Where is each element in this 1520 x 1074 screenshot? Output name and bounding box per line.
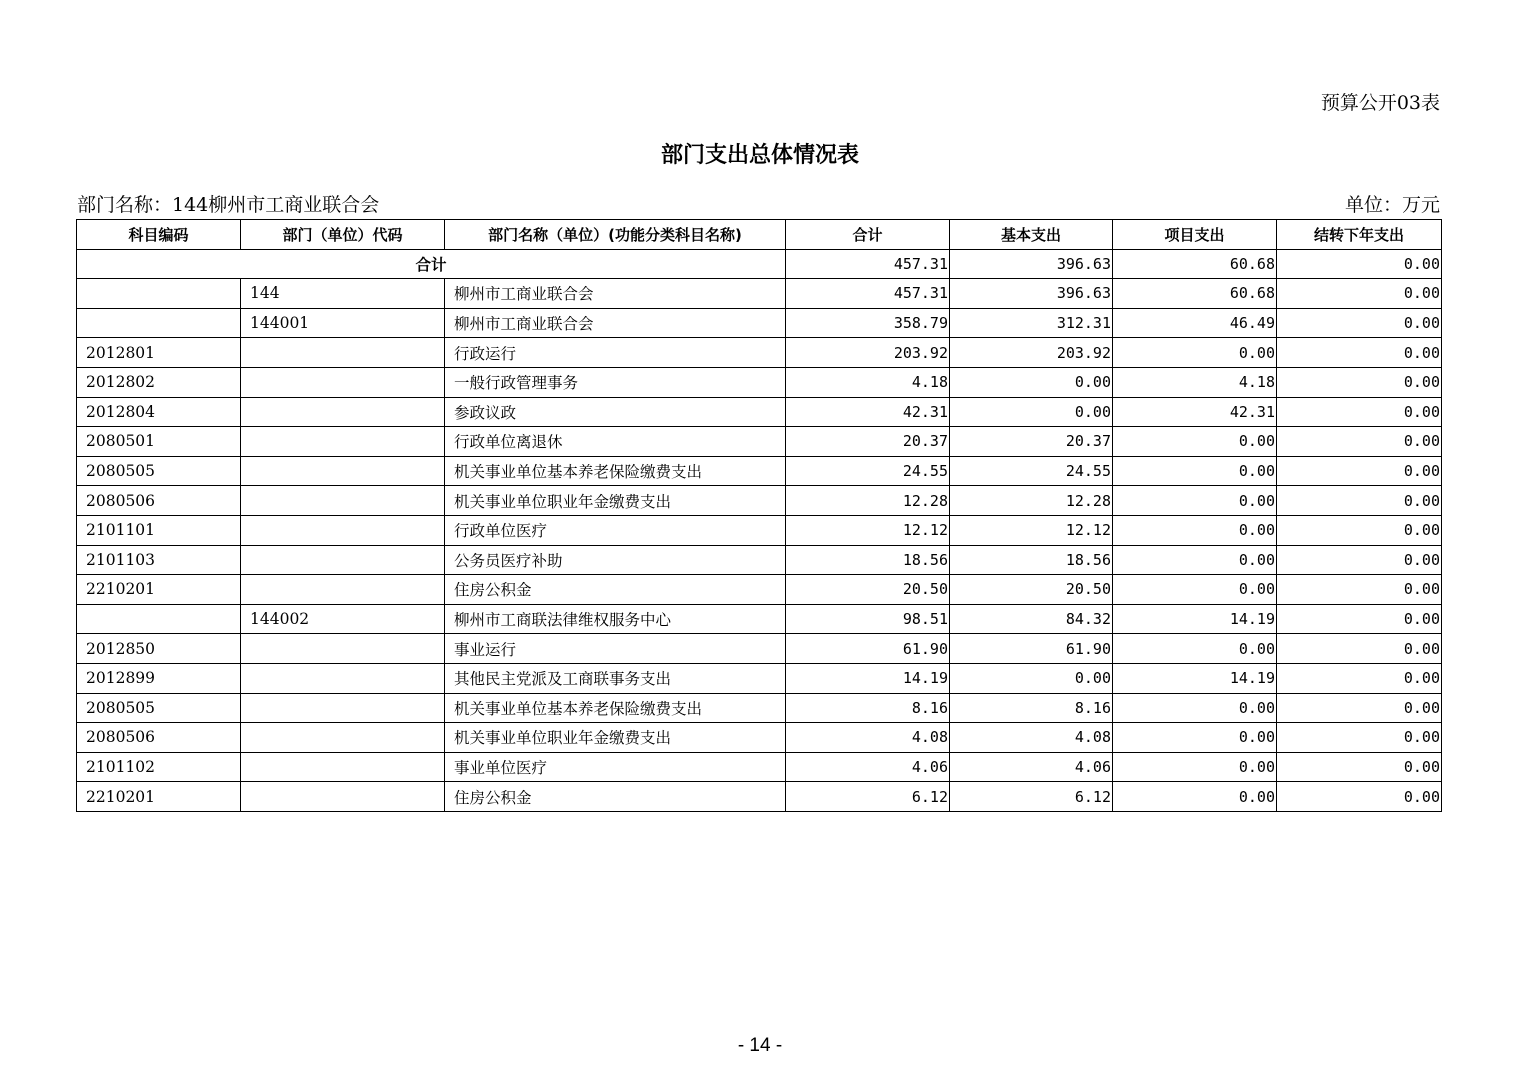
table-row (77, 397, 1442, 427)
project-cell: 0.00 (1113, 427, 1277, 457)
basic-cell: 84.32 (950, 604, 1113, 634)
name-cell: 行政单位离退休 (445, 427, 786, 457)
subject-code-cell (77, 604, 241, 634)
table-row (77, 752, 1442, 782)
subject-code-cell: 2210201 (77, 575, 241, 605)
basic-cell: 0.00 (950, 663, 1113, 693)
basic-cell: 312.31 (950, 308, 1113, 338)
total-cell: 12.12 (786, 515, 950, 545)
total-cell: 98.51 (786, 604, 950, 634)
unit-code-cell (241, 545, 445, 575)
unit-code-cell (241, 427, 445, 457)
carryover-cell: 0.00 (1277, 249, 1442, 279)
carryover-cell: 0.00 (1277, 456, 1442, 486)
total-cell: 61.90 (786, 634, 950, 664)
name-cell: 住房公积金 (445, 782, 786, 812)
project-cell: 60.68 (1113, 249, 1277, 279)
unit-code-cell (241, 456, 445, 486)
project-cell: 0.00 (1113, 545, 1277, 575)
carryover-cell: 0.00 (1277, 545, 1442, 575)
carryover-cell: 0.00 (1277, 752, 1442, 782)
name-cell: 柳州市工商业联合会 (445, 308, 786, 338)
table-row (77, 782, 1442, 812)
carryover-cell: 0.00 (1277, 782, 1442, 812)
subject-code-cell: 2210201 (77, 782, 241, 812)
total-cell: 20.50 (786, 575, 950, 605)
subject-code-cell: 2101103 (77, 545, 241, 575)
subject-code-cell: 2080506 (77, 723, 241, 753)
table-row (77, 486, 1442, 516)
basic-cell: 61.90 (950, 634, 1113, 664)
table-row (77, 604, 1442, 634)
name-cell: 行政单位医疗 (445, 515, 786, 545)
table-row (77, 515, 1442, 545)
unit-label: 单位：万元 (1344, 194, 1440, 216)
project-cell: 60.68 (1113, 279, 1277, 309)
name-cell: 公务员医疗补助 (445, 545, 786, 575)
basic-cell: 0.00 (950, 367, 1113, 397)
total-label: 合计 (77, 249, 786, 279)
basic-cell: 20.37 (950, 427, 1113, 457)
unit-code-cell: 144 (241, 279, 445, 309)
unit-code-cell (241, 338, 445, 368)
carryover-cell: 0.00 (1277, 427, 1442, 457)
table-row (77, 634, 1442, 664)
name-cell: 机关事业单位基本养老保险缴费支出 (445, 456, 786, 486)
project-cell: 0.00 (1113, 693, 1277, 723)
unit-code-cell (241, 782, 445, 812)
unit-code-cell (241, 397, 445, 427)
table-row (77, 545, 1442, 575)
unit-code-cell (241, 486, 445, 516)
total-row (77, 249, 1442, 279)
name-cell: 机关事业单位职业年金缴费支出 (445, 486, 786, 516)
carryover-cell: 0.00 (1277, 338, 1442, 368)
project-cell: 0.00 (1113, 515, 1277, 545)
subject-code-cell: 2080501 (77, 427, 241, 457)
table-row (77, 456, 1442, 486)
col-header-carryover: 结转下年支出 (1277, 220, 1442, 250)
carryover-cell: 0.00 (1277, 723, 1442, 753)
project-cell: 0.00 (1113, 575, 1277, 605)
name-cell: 事业运行 (445, 634, 786, 664)
total-cell: 457.31 (786, 279, 950, 309)
carryover-cell: 0.00 (1277, 308, 1442, 338)
document-title: 部门支出总体情况表 (660, 143, 859, 168)
basic-cell: 20.50 (950, 575, 1113, 605)
total-cell: 12.28 (786, 486, 950, 516)
name-cell: 机关事业单位职业年金缴费支出 (445, 723, 786, 753)
carryover-cell: 0.00 (1277, 604, 1442, 634)
name-cell: 行政运行 (445, 338, 786, 368)
name-cell: 柳州市工商联法律维权服务中心 (445, 604, 786, 634)
expenditure-table (76, 219, 1442, 812)
project-cell: 0.00 (1113, 456, 1277, 486)
subject-code-cell: 2080506 (77, 486, 241, 516)
col-header-total: 合计 (786, 220, 950, 250)
col-header-basic: 基本支出 (950, 220, 1113, 250)
name-cell: 参政议政 (445, 397, 786, 427)
total-cell: 4.08 (786, 723, 950, 753)
carryover-cell: 0.00 (1277, 397, 1442, 427)
unit-code-cell (241, 723, 445, 753)
total-cell: 18.56 (786, 545, 950, 575)
table-row (77, 367, 1442, 397)
basic-cell: 4.08 (950, 723, 1113, 753)
name-cell: 其他民主党派及工商联事务支出 (445, 663, 786, 693)
subject-code-cell: 2080505 (77, 456, 241, 486)
unit-code-cell (241, 693, 445, 723)
header-row (77, 220, 1442, 250)
unit-code-cell: 144002 (241, 604, 445, 634)
basic-cell: 203.92 (950, 338, 1113, 368)
basic-cell: 396.63 (950, 279, 1113, 309)
subject-code-cell (77, 308, 241, 338)
total-cell: 8.16 (786, 693, 950, 723)
table-row (77, 693, 1442, 723)
project-cell: 46.49 (1113, 308, 1277, 338)
subject-code-cell (77, 279, 241, 309)
basic-cell: 4.06 (950, 752, 1113, 782)
project-cell: 0.00 (1113, 723, 1277, 753)
form-number-label: 预算公开03表 (1320, 92, 1440, 114)
total-cell: 203.92 (786, 338, 950, 368)
name-cell: 事业单位医疗 (445, 752, 786, 782)
basic-cell: 0.00 (950, 397, 1113, 427)
unit-code-cell (241, 515, 445, 545)
subject-code-cell: 2012802 (77, 367, 241, 397)
name-cell: 机关事业单位基本养老保险缴费支出 (445, 693, 786, 723)
subject-code-cell: 2080505 (77, 693, 241, 723)
carryover-cell: 0.00 (1277, 693, 1442, 723)
total-cell: 4.06 (786, 752, 950, 782)
table-row (77, 338, 1442, 368)
name-cell: 柳州市工商业联合会 (445, 279, 786, 309)
col-header-project: 项目支出 (1113, 220, 1277, 250)
subject-code-cell: 2012801 (77, 338, 241, 368)
carryover-cell: 0.00 (1277, 367, 1442, 397)
unit-code-cell (241, 634, 445, 664)
project-cell: 14.19 (1113, 604, 1277, 634)
carryover-cell: 0.00 (1277, 575, 1442, 605)
table-row (77, 663, 1442, 693)
col-header-name: 部门名称（单位）(功能分类科目名称) (445, 220, 786, 250)
total-cell: 358.79 (786, 308, 950, 338)
basic-cell: 12.12 (950, 515, 1113, 545)
basic-cell: 396.63 (950, 249, 1113, 279)
total-cell: 24.55 (786, 456, 950, 486)
subject-code-cell: 2101101 (77, 515, 241, 545)
unit-code-cell: 144001 (241, 308, 445, 338)
unit-code-cell (241, 367, 445, 397)
project-cell: 4.18 (1113, 367, 1277, 397)
carryover-cell: 0.00 (1277, 634, 1442, 664)
subject-code-cell: 2012850 (77, 634, 241, 664)
table-row (77, 575, 1442, 605)
meta-row (77, 190, 1440, 216)
subject-code-cell: 2101102 (77, 752, 241, 782)
carryover-cell: 0.00 (1277, 515, 1442, 545)
name-cell: 住房公积金 (445, 575, 786, 605)
carryover-cell: 0.00 (1277, 486, 1442, 516)
table-row (77, 279, 1442, 309)
carryover-cell: 0.00 (1277, 663, 1442, 693)
unit-code-cell (241, 752, 445, 782)
col-header-subject-code: 科目编码 (77, 220, 241, 250)
table-row (77, 723, 1442, 753)
project-cell: 0.00 (1113, 752, 1277, 782)
total-cell: 6.12 (786, 782, 950, 812)
project-cell: 0.00 (1113, 634, 1277, 664)
name-cell: 一般行政管理事务 (445, 367, 786, 397)
total-cell: 20.37 (786, 427, 950, 457)
basic-cell: 8.16 (950, 693, 1113, 723)
basic-cell: 12.28 (950, 486, 1113, 516)
project-cell: 0.00 (1113, 782, 1277, 812)
project-cell: 0.00 (1113, 338, 1277, 368)
unit-code-cell (241, 663, 445, 693)
subject-code-cell: 2012804 (77, 397, 241, 427)
basic-cell: 24.55 (950, 456, 1113, 486)
project-cell: 42.31 (1113, 397, 1277, 427)
table-row (77, 308, 1442, 338)
table-row (77, 427, 1442, 457)
basic-cell: 6.12 (950, 782, 1113, 812)
unit-code-cell (241, 575, 445, 605)
department-name: 部门名称：144柳州市工商业联合会 (77, 194, 380, 216)
total-cell: 4.18 (786, 367, 950, 397)
project-cell: 14.19 (1113, 663, 1277, 693)
col-header-unit-code: 部门（单位）代码 (241, 220, 445, 250)
total-cell: 14.19 (786, 663, 950, 693)
total-cell: 42.31 (786, 397, 950, 427)
page-number: - 14 - (737, 1035, 783, 1056)
project-cell: 0.00 (1113, 486, 1277, 516)
total-cell: 457.31 (786, 249, 950, 279)
carryover-cell: 0.00 (1277, 279, 1442, 309)
basic-cell: 18.56 (950, 545, 1113, 575)
subject-code-cell: 2012899 (77, 663, 241, 693)
